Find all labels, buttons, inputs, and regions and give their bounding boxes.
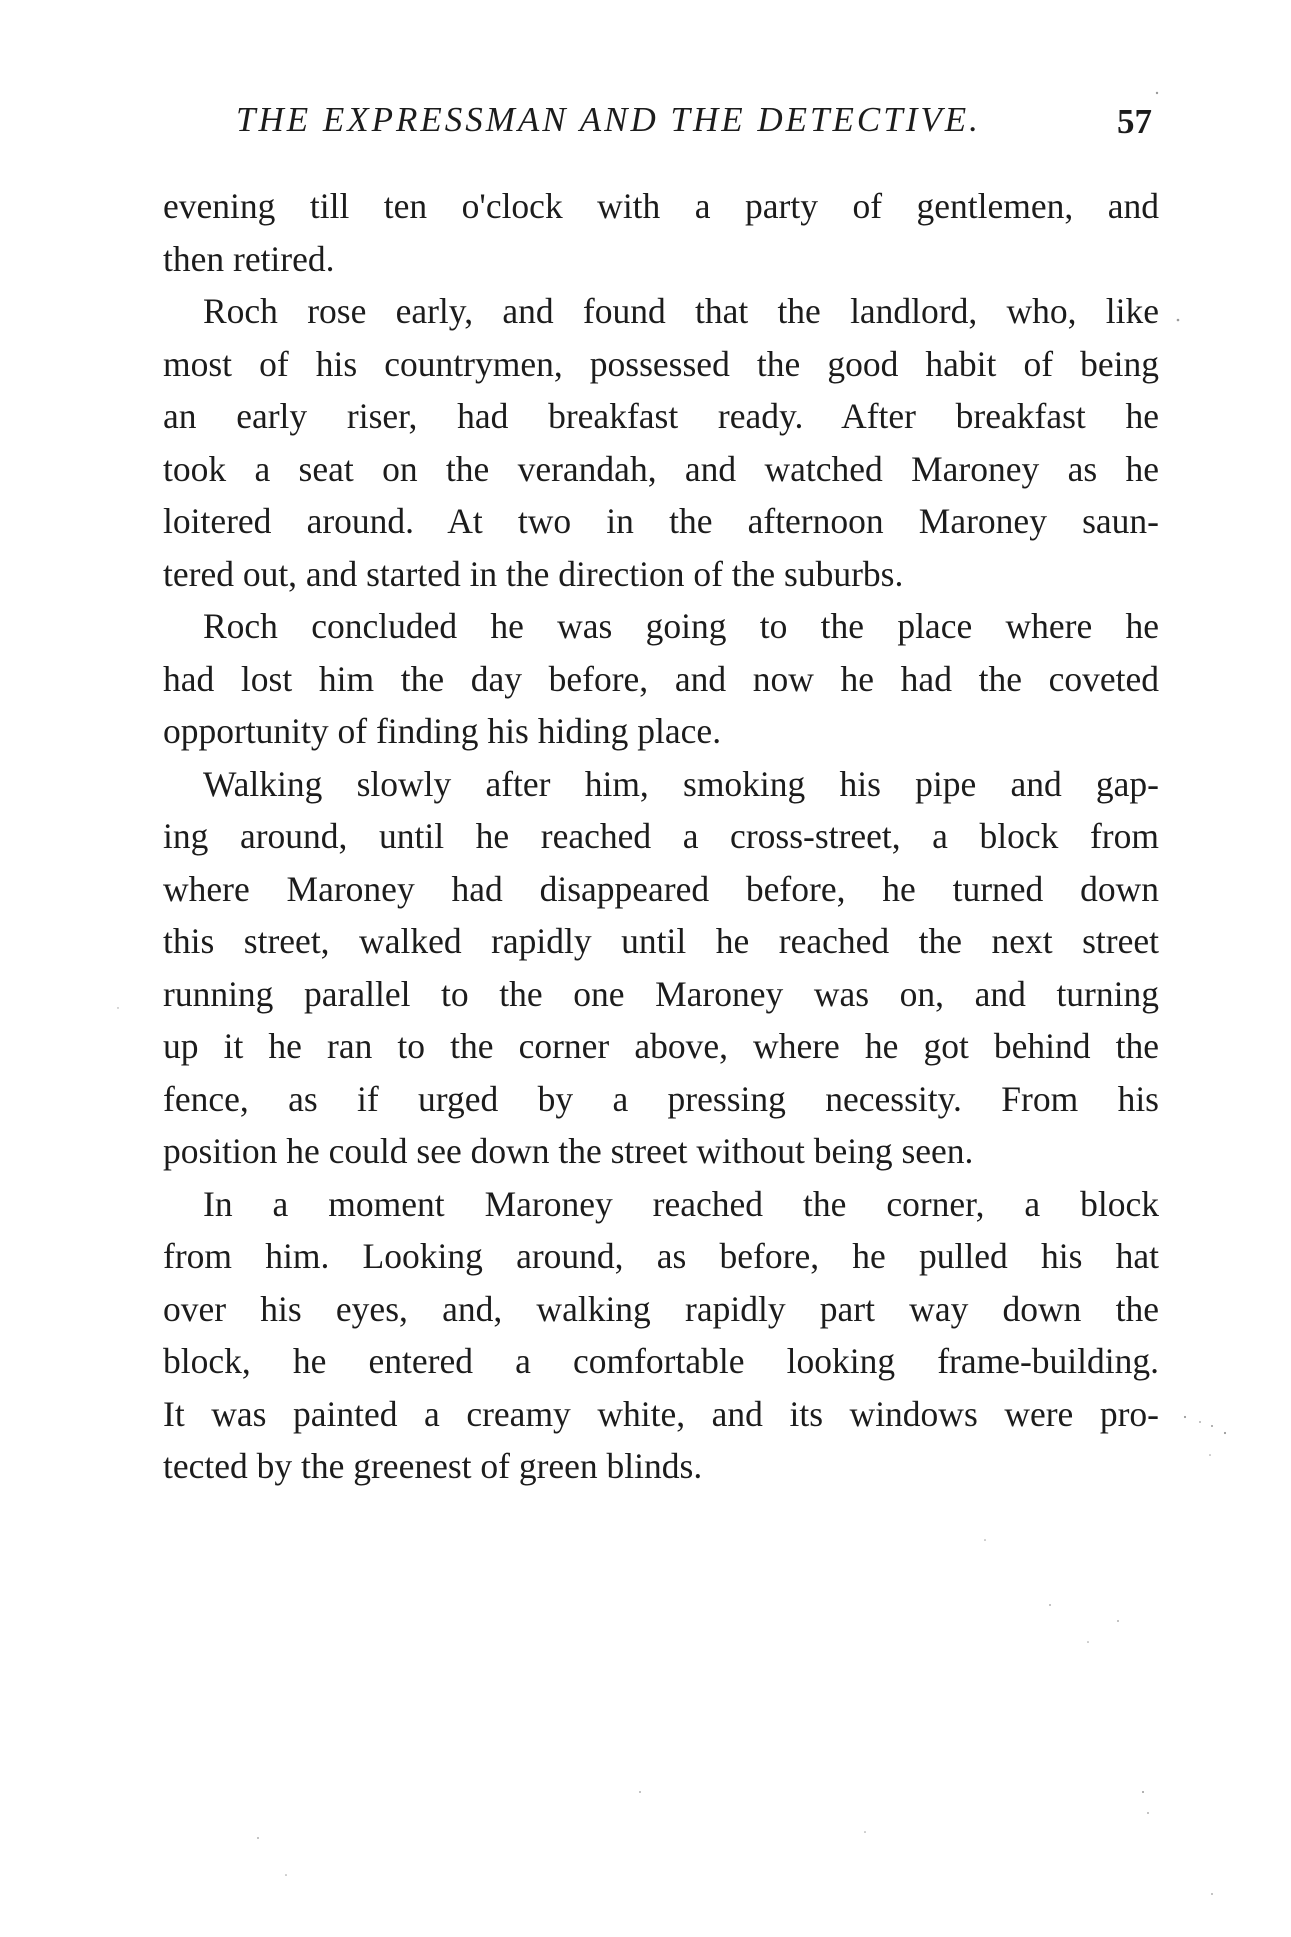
- text-line: Roch rose early, and found that the landlord, who, like: [203, 291, 1159, 331]
- text-line: loitered around. At two in the afternoon Maroney saun-: [163, 501, 1159, 541]
- text-line: position he could see down the street without being seen.: [163, 1131, 974, 1171]
- text-line: ing around, until he reached a cross-street, a block from: [163, 816, 1159, 856]
- text-line: this street, walked rapidly until he reached the next street: [163, 921, 1159, 961]
- page-number: 57: [1117, 102, 1152, 141]
- text-line: running parallel to the one Maroney was on, and turning: [163, 973, 1159, 1014]
- text-line: Roch concluded he was going to the place where he: [203, 606, 1159, 646]
- text-line: had lost him the day before, and now he had the coveted: [163, 658, 1159, 699]
- text-line: up it he ran to the corner above, where he got behind the: [163, 1026, 1159, 1066]
- text-line: In a moment Maroney reached the corner, a block: [203, 1183, 1159, 1224]
- text-line: opportunity of finding his hiding place.: [163, 711, 722, 751]
- text-line: It was painted a creamy white, and its windows were pro-: [163, 1393, 1159, 1434]
- text-line: evening till ten o'clock with a party of gentlemen, and: [163, 186, 1159, 226]
- text-line: tected by the greenest of green blinds.: [163, 1446, 703, 1486]
- body-text: [163, 180, 1159, 1493]
- running-title: THE EXPRESSMAN AND THE DETECTIVE.: [236, 100, 981, 139]
- text-line: an early riser, had breakfast ready. After breakfast he: [163, 396, 1159, 436]
- text-line: took a seat on the verandah, and watched Maroney as he: [163, 448, 1159, 489]
- text-line: Walking slowly after him, smoking his pipe and gap-: [203, 763, 1159, 804]
- text-line: from him. Looking around, as before, he pulled his hat: [163, 1236, 1159, 1276]
- text-line: then retired.: [163, 238, 335, 279]
- text-line: where Maroney had disappeared before, he turned down: [163, 868, 1159, 909]
- text-line: most of his countrymen, possessed the good habit of being: [163, 343, 1159, 384]
- text-line: block, he entered a comfortable looking frame-building.: [163, 1341, 1159, 1381]
- text-line: over his eyes, and, walking rapidly part way down the: [163, 1288, 1159, 1329]
- running-header: [236, 100, 1176, 150]
- text-line: fence, as if urged by a pressing necessity. From his: [163, 1078, 1159, 1119]
- text-line: tered out, and started in the direction of the suburbs.: [163, 553, 904, 594]
